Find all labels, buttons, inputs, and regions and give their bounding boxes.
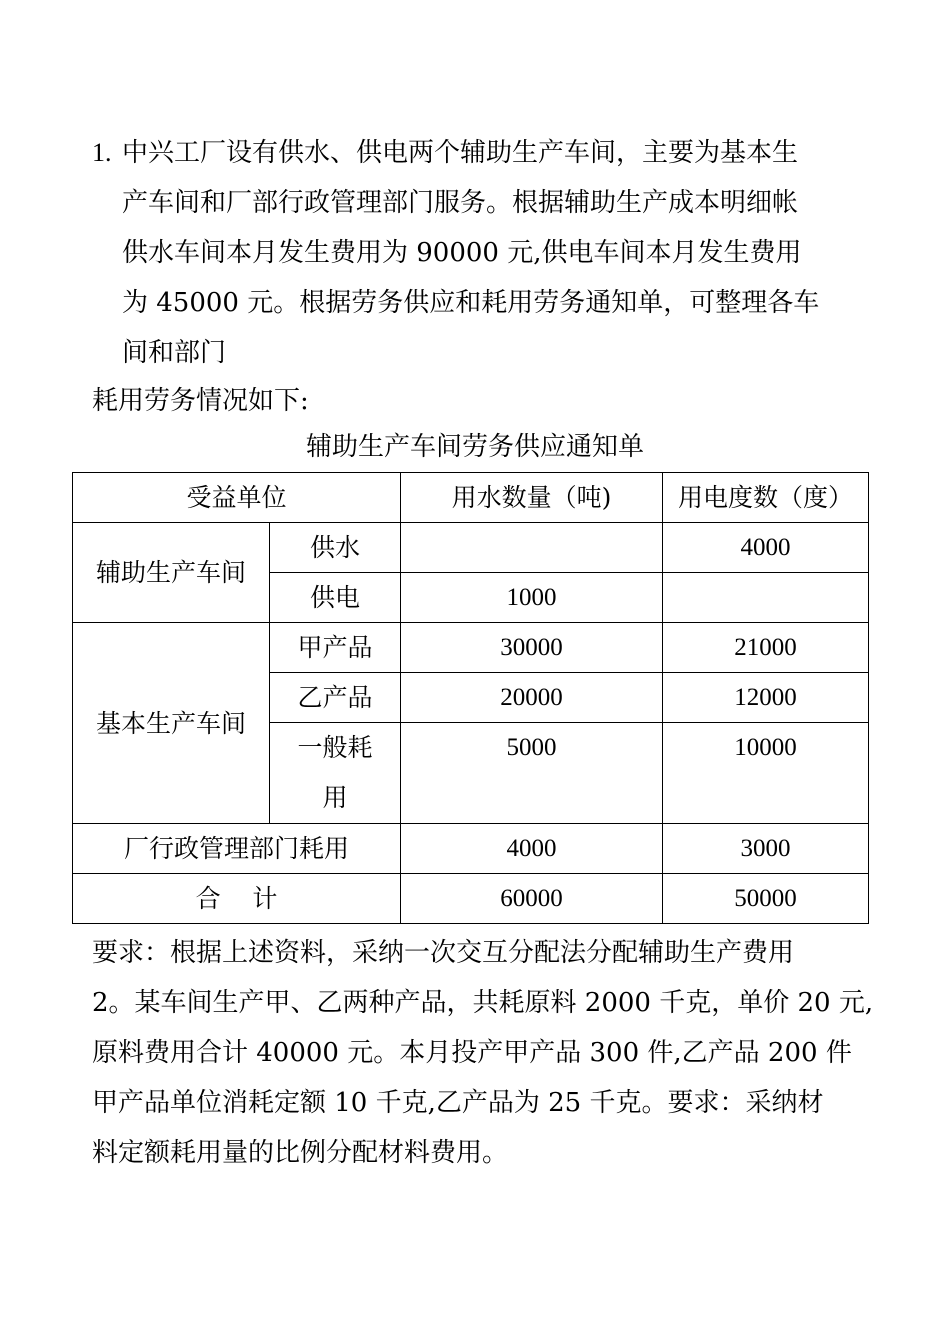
- cell-power: 3000: [663, 824, 869, 874]
- text-line: 要求：根据上述资料，采纳一次交互分配法分配辅助生产费用: [92, 938, 795, 968]
- table-total-row: [73, 874, 869, 924]
- cell-power: 50000: [663, 874, 869, 924]
- question-1-line: 间和部门: [122, 338, 227, 368]
- cell-power: 21000: [663, 623, 869, 673]
- text-line: 甲产品单位消耗定额 10 千克,乙产品为 25 千克。要求：采纳材: [92, 1088, 824, 1118]
- cell-water: 30000: [401, 623, 663, 673]
- question-1-body: [122, 128, 872, 378]
- question-1-line: 产车间和厂部行政管理部门服务。根据辅助生产成本明细帐: [122, 188, 799, 218]
- table-header-row: [73, 473, 869, 523]
- text-line: 原料费用合计 40000 元。本月投产甲产品 300 件,乙产品 200 件: [92, 1038, 852, 1068]
- question-1-line: 供水车间本月发生费用为 90000 元,供电车间本月发生费用: [122, 238, 802, 268]
- cell-water: 5000: [401, 723, 663, 824]
- cell-power: 10000: [663, 723, 869, 824]
- table-row: [73, 523, 869, 573]
- cell-power: [663, 573, 869, 623]
- cell-water: [401, 523, 663, 573]
- question-1-line: 为 45000 元。根据劳务供应和耗用劳务通知单，可整理各车: [122, 288, 820, 318]
- text-line: 料定额耗用量的比例分配材料费用。: [92, 1138, 509, 1168]
- requirements-text: [92, 928, 882, 1178]
- question-1: [92, 128, 872, 378]
- row-label: 厂行政管理部门耗用: [73, 824, 401, 874]
- question-1-lead: 耗用劳务情况如下:: [92, 386, 309, 416]
- table-row: [73, 623, 869, 673]
- cell-water: 60000: [401, 874, 663, 924]
- total-label: 合 计: [73, 874, 401, 924]
- row-label-line: 一般耗: [297, 733, 373, 762]
- header-power: 用电度数（度）: [663, 473, 869, 523]
- question-1-number: 1.: [92, 138, 112, 167]
- row-label: 乙产品: [270, 673, 401, 723]
- cell-power: 12000: [663, 673, 869, 723]
- cell-water: 4000: [401, 824, 663, 874]
- row-label: [270, 723, 401, 824]
- row-label: 供水: [270, 523, 401, 573]
- cell-water: 1000: [401, 573, 663, 623]
- cell-power: 4000: [663, 523, 869, 573]
- text-line: 2。某车间生产甲、乙两种产品，共耗原料 2000 千克，单价 20 元,: [92, 988, 874, 1018]
- header-water: 用水数量（吨): [401, 473, 663, 523]
- row-label: 供电: [270, 573, 401, 623]
- row-label: 甲产品: [270, 623, 401, 673]
- table-row: [73, 824, 869, 874]
- cell-water: 20000: [401, 673, 663, 723]
- header-unit: 受益单位: [73, 473, 401, 523]
- question-1-line: 中兴工厂设有供水、供电两个辅助生产车间，主要为基本生: [122, 138, 799, 168]
- service-notice-table: [72, 472, 869, 924]
- group-basic: 基本生产车间: [73, 623, 270, 824]
- group-aux: 辅助生产车间: [73, 523, 270, 623]
- row-label-line: 用: [322, 783, 348, 812]
- table-title: 辅助生产车间劳务供应通知单: [305, 432, 644, 462]
